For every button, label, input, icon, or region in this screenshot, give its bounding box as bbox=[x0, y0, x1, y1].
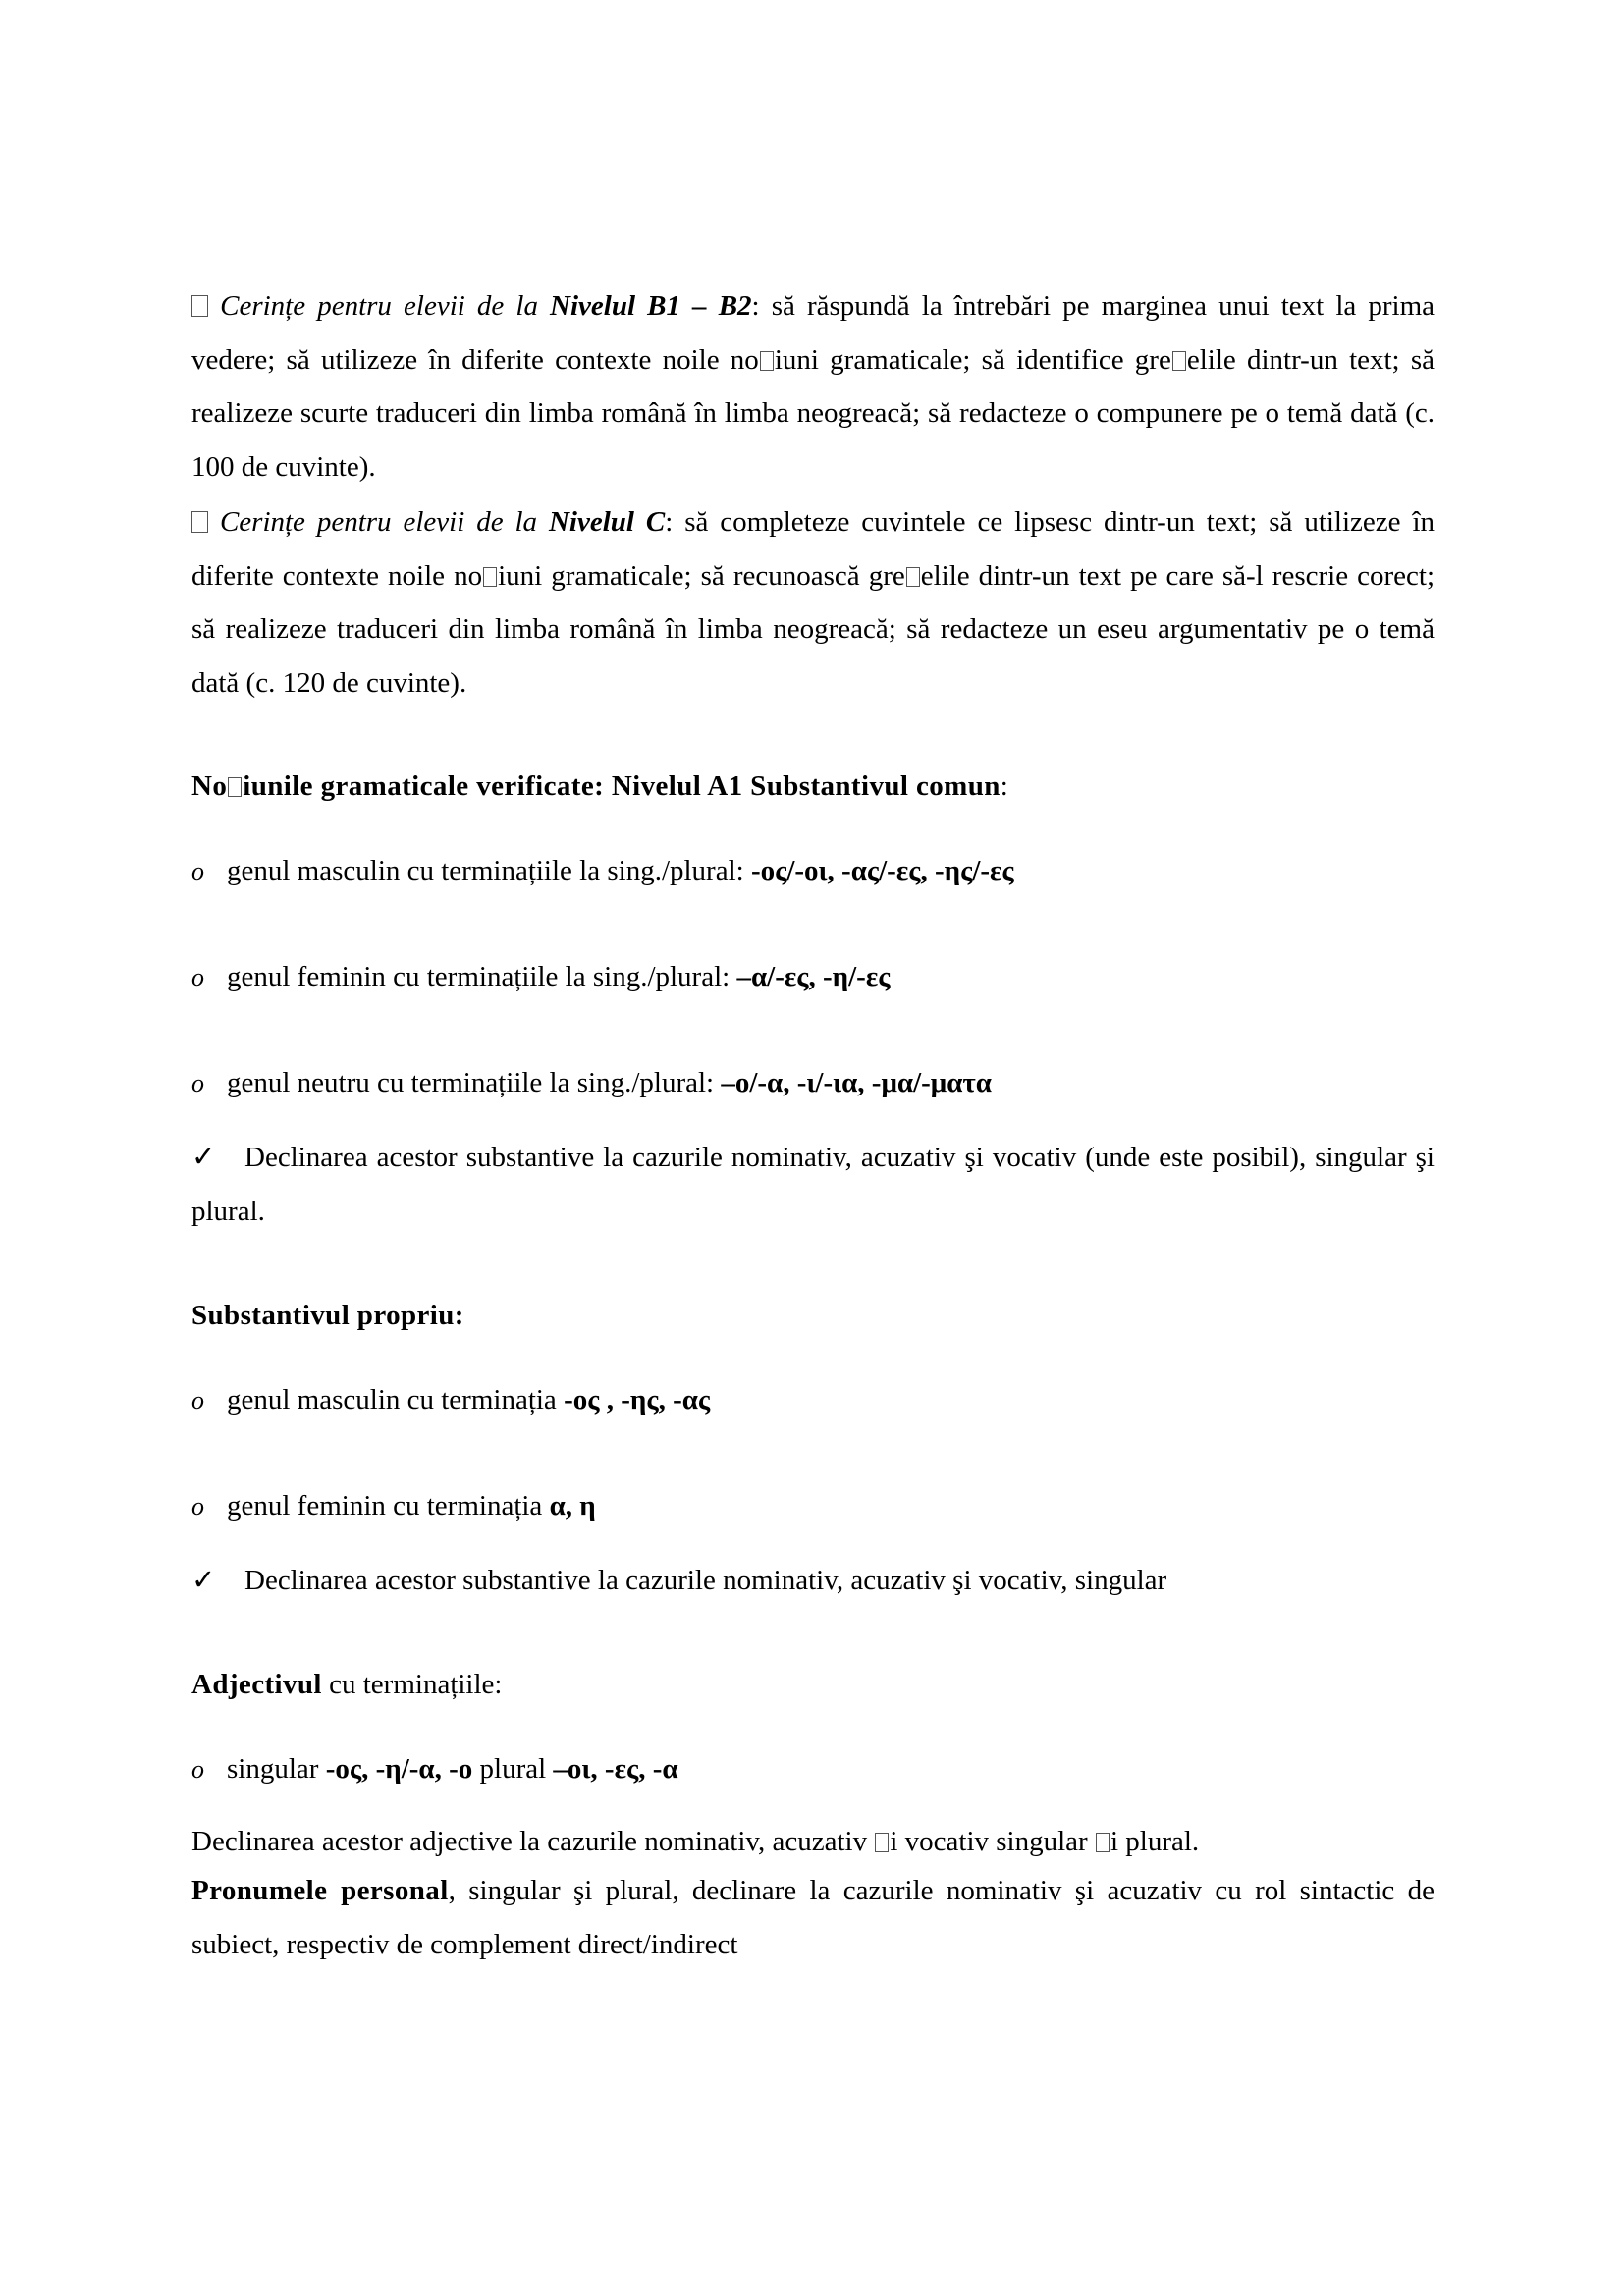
list-bullet: o bbox=[191, 1755, 204, 1784]
missing-glyph-icon bbox=[875, 1833, 889, 1852]
requirements-c: Cerințe pentru elevii de la Nivelul C: să completeze cuvintele ce lipsesc dintr-un text; să utilizeze în diferite contexte noile no iuni gramaticale; să recunoască gre elile dintr-un text pe care să-l rescrie corect; să realizeze traduceri din limba română în limba neogreacă; să redacteze un eseu argumentativ pe o temă dată (c. 120 de cuvinte). bbox=[191, 507, 1435, 699]
proper-nouns-declension: ✓ Declinarea acestor substantive la cazurile nominativ, acuzativ şi vocativ, singular bbox=[191, 1561, 1435, 1600]
level-name: Nivelul C bbox=[548, 507, 666, 538]
missing-glyph-icon bbox=[1172, 351, 1186, 371]
adjective-declension: Declinarea acestor adjective la cazurile nominativ, acuzativ i vocativ singular i plural. bbox=[191, 1826, 1200, 1857]
endings: α, η bbox=[549, 1490, 596, 1522]
endings: -ος/-οι, -ας/-ες, -ης/-ες bbox=[750, 855, 1014, 886]
list-item: o genul neutru cu terminațiile la sing./plural: –ο/-α, -ι/-ια, -μα/-ματα bbox=[191, 1063, 1435, 1103]
list-bullet: o bbox=[191, 857, 204, 885]
missing-glyph-icon bbox=[483, 567, 497, 587]
list-item: o singular -ος, -η/-α, -ο plural –οι, -ες, -α bbox=[191, 1749, 1435, 1789]
common-nouns-declension: ✓ Declinarea acestor substantive la cazurile nominativ, acuzativ şi vocativ (unde este posibil), singular şi plural. bbox=[191, 1131, 1435, 1238]
requirements-label: Cerințe pentru elevii de la bbox=[219, 507, 549, 538]
list-item: o genul masculin cu terminația -ος , -ης, -ας bbox=[191, 1380, 1435, 1420]
list-item: o genul masculin cu terminațiile la sing./plural: -ος/-οι, -ας/-ες, -ης/-ες bbox=[191, 851, 1435, 891]
endings: -ος , -ης, -ας bbox=[564, 1384, 711, 1415]
missing-glyph-icon bbox=[228, 777, 242, 797]
section-heading-grammar: No iunile gramaticale verificate: Nivelul A1 Substantivul comun: bbox=[191, 771, 1009, 802]
requirements-label: Cerințe pentru elevii de la bbox=[220, 291, 551, 322]
checkmark-icon: ✓ bbox=[191, 1142, 216, 1173]
missing-glyph-icon bbox=[1096, 1833, 1110, 1852]
missing-glyph-icon bbox=[906, 567, 920, 587]
level-name: Nivelul B1 – B2 bbox=[550, 291, 752, 322]
list-bullet: o bbox=[191, 963, 204, 991]
bullet-box-icon bbox=[191, 511, 208, 533]
checkmark-icon: ✓ bbox=[191, 1565, 216, 1596]
personal-pronoun: Pronumele personal, singular şi plural, declinare la cazurile nominativ şi acuzativ cu rol sintactic de subiect, respectiv de complement direct/indirect bbox=[191, 1875, 1435, 1960]
section-heading-adjective: Adjectivul cu terminațiile: bbox=[191, 1669, 503, 1700]
list-item: o genul feminin cu terminația α, η bbox=[191, 1486, 1435, 1526]
list-bullet: o bbox=[191, 1386, 204, 1415]
endings: –ο/-α, -ι/-ια, -μα/-ματα bbox=[721, 1067, 992, 1098]
endings: –α/-ες, -η/-ες bbox=[736, 961, 891, 992]
requirements-b1-b2: Cerințe pentru elevii de la Nivelul B1 – B2: să răspundă la întrebări pe marginea unui text la prima vedere; să utilizeze în diferite contexte noile no iuni gramaticale; să identifice gre elile dintr-un text; să realizeze scurte traduceri din limba română în limba neogreacă; să redacteze o compunere pe o temă dată (c. 100 de cuvinte). bbox=[191, 291, 1435, 483]
list-item: o genul feminin cu terminațiile la sing./plural: –α/-ες, -η/-ες bbox=[191, 957, 1435, 997]
list-bullet: o bbox=[191, 1492, 204, 1521]
list-bullet: o bbox=[191, 1069, 204, 1097]
bullet-box-icon bbox=[191, 295, 208, 317]
missing-glyph-icon bbox=[760, 351, 774, 371]
section-heading-proper-noun: Substantivul propriu: bbox=[191, 1300, 464, 1331]
